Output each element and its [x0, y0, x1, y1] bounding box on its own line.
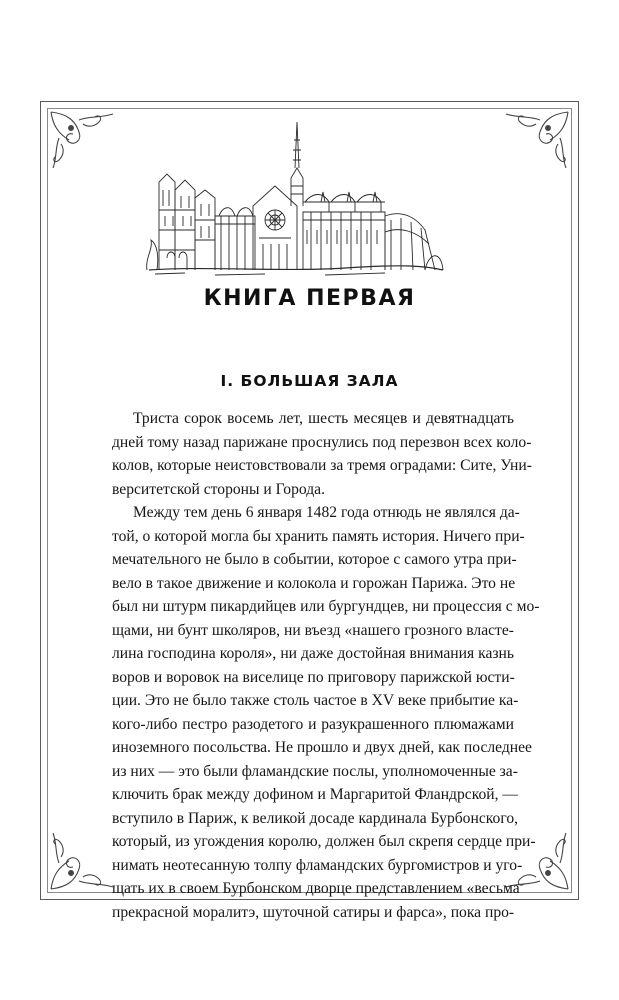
corner-ornament-icon: [49, 831, 119, 891]
text-line: той, о которой могла бы хранить память история. Ничего при-: [112, 527, 525, 545]
chapter-body-text: [112, 407, 540, 924]
text-line: Триста сорок восемь лет, шесть месяцев и девятнадцать: [133, 410, 514, 427]
text-line: кого-либо пестро разодетого и разукрашенного плюмажами: [112, 715, 514, 733]
text-line: был ни штурм пикардийцев или бургундцев, ни процессия с мо-: [112, 598, 540, 615]
chapter-title: I. БОЛЬШАЯ ЗАЛА: [220, 372, 399, 390]
text-line: ции. Это не было также столь частое в XV веке прибытие ка-: [112, 692, 519, 709]
text-line: который, из угождения королю, должен был скрепя сердце при-: [112, 833, 536, 850]
text-line: дней тому назад парижане проснулись под перезвон всех коло-: [112, 433, 532, 451]
text-line: вступило в Париж, к великой досаде кардинала Бурбонского,: [112, 809, 519, 827]
text-line: прекрасной моралитэ, шуточной сатиры и фарса», пока про-: [112, 903, 515, 921]
cathedral-illustration: [145, 120, 445, 280]
book-title: КНИГА ПЕРВАЯ: [203, 286, 416, 311]
text-line: иноземного посольства. Не прошло и двух дней, как последнее: [112, 739, 532, 756]
text-line: лина господина короля», ни даже достойная внимания казнь: [112, 645, 514, 662]
corner-ornament-icon: [500, 110, 570, 170]
text-line: нимать неотесанную толпу фламандских бургомистров и уго-: [112, 856, 523, 874]
text-line: ключить брак между дофином и Маргаритой Фландрской, —: [112, 786, 519, 803]
text-line: колов, которые неистовствовали за тремя оградами: Сите, Уни-: [112, 457, 532, 474]
text-line: Между тем день 6 января 1482 года отнюдь не являлся да-: [133, 504, 520, 521]
text-line: мечательного не было в событии, которое с самого утра при-: [112, 551, 517, 568]
text-line: щать их в своем Бурбонском дворце представлением «весьма: [112, 880, 520, 897]
text-line: щами, ни бунт школяров, ни въезд «нашего грозного власте-: [112, 621, 514, 639]
corner-ornament-icon: [49, 110, 119, 170]
text-line: вело в такое движение и колокола и горожан Парижа. Это не: [112, 574, 516, 592]
text-line: верситетской стороны и Города.: [112, 480, 325, 498]
text-line: из них — это были фламандские послы, уполномоченные за-: [112, 762, 518, 780]
text-line: воров и воровок на виселице по приговору парижской юсти-: [112, 668, 515, 686]
